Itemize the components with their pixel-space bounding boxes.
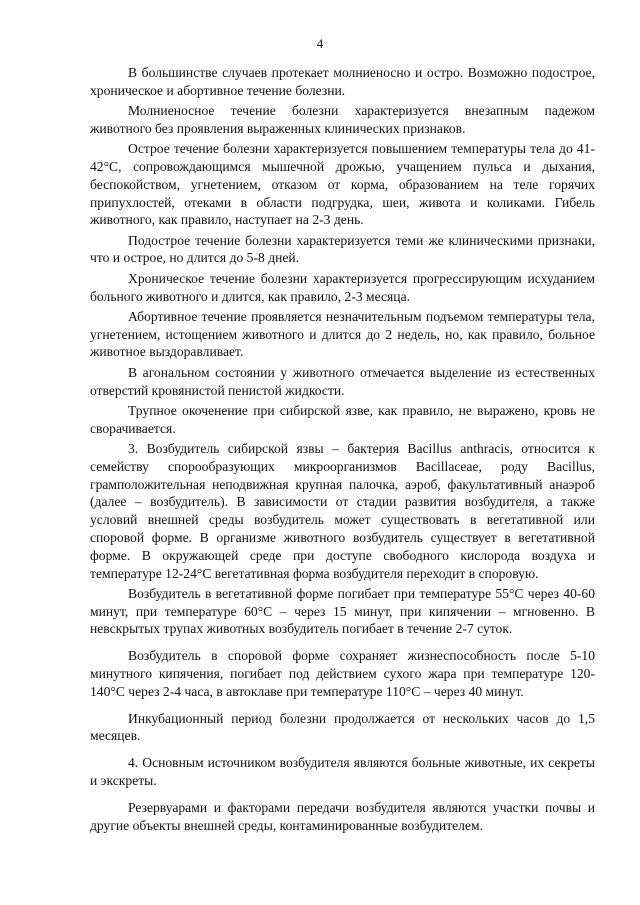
paragraph: В большинстве случаев протекает молниеносно и остро. Возможно подострое, хроническое и абортивное течение болезни. bbox=[90, 65, 595, 98]
paragraph: Трупное окоченение при сибирской язве, как правило, не выражено, кровь не сворачивается. bbox=[90, 402, 595, 436]
paragraph: Подострое течение болезни характеризуется теми же клиническими признаки, что и острое, но длится до 5-8 дней. bbox=[90, 232, 595, 266]
paragraph: 3. Возбудитель сибирской язвы – бактерия Bacillus anthracis, относится к семейству спорообразующих микроорганизмов Bacillaceae, роду Bacillus, грамположительная неподвижная крупная палочка, аэроб, факультативный анаэроб (далее – возбудитель). В зависимости от стадии развития возбудителя, а также условий внешней среды возбудитель может существовать в вегетативной или споровой форме. В организме животного возбудитель существует в вегетативной форме. В окружающей среде при доступе свободного кислорода воздуха и температуре 12-24°С вегетативная форма возбудителя переходит в споровую. bbox=[90, 440, 595, 581]
paragraph: Резервуарами и факторами передачи возбудителя являются участки почвы и другие объекты внешней среды, контаминированные возбудителем. bbox=[90, 799, 595, 833]
paragraph: Хроническое течение болезни характеризуется прогрессирующим исхуданием больного животного и длится, как правило, 2-3 месяца. bbox=[90, 270, 595, 304]
body-text bbox=[90, 64, 595, 837]
paragraph: Острое течение болезни характеризуется повышением температуры тела до 41-42°С, сопровождающимся мышечной дрожью, учащением пульса и дыхания, беспокойством, угнетением, отказом от корма, образованием на теле горячих припухлостей, отеками в области подгрудка, шеи, живота и коликами. Гибель животного, как правило, наступает на 2-3 день. bbox=[90, 141, 595, 228]
paragraph: Молниеносное течение болезни характеризуется внезапным падежом животного без проявления выраженных клинических признаков. bbox=[90, 103, 595, 136]
paragraph: Возбудитель в вегетативной форме погибает при температуре 55°С через 40-60 минут, при температуре 60°С – через 15 минут, при кипячении – мгновенно. В невскрытых трупах животных возбудитель погибает в течение 2-7 суток. bbox=[90, 585, 595, 637]
paragraph: Возбудитель в споровой форме сохраняет жизнеспособность после 5-10 минутного кипячения, погибает под действием сухого жара при температуре 120-140°С через 2-4 часа, в автоклаве при температуре 110°С – через 40 минут. bbox=[90, 648, 595, 699]
page-number: 4 bbox=[316, 36, 324, 51]
paragraph: В агональном состоянии у животного отмечается выделение из естественных отверстий кровянистой пенистой жидкости. bbox=[90, 364, 595, 398]
paragraph: Инкубационный период болезни продолжается от нескольких часов до 1,5 месяцев. bbox=[90, 710, 595, 744]
paragraph: 4. Основным источником возбудителя являются больные животные, их секреты и экскреты. bbox=[90, 755, 595, 788]
paragraph: Абортивное течение проявляется незначительным подъемом температуры тела, угнетением, истощением животного и длится до 2 недель, но, как правило, больное животное выздоравливает. bbox=[90, 308, 595, 360]
